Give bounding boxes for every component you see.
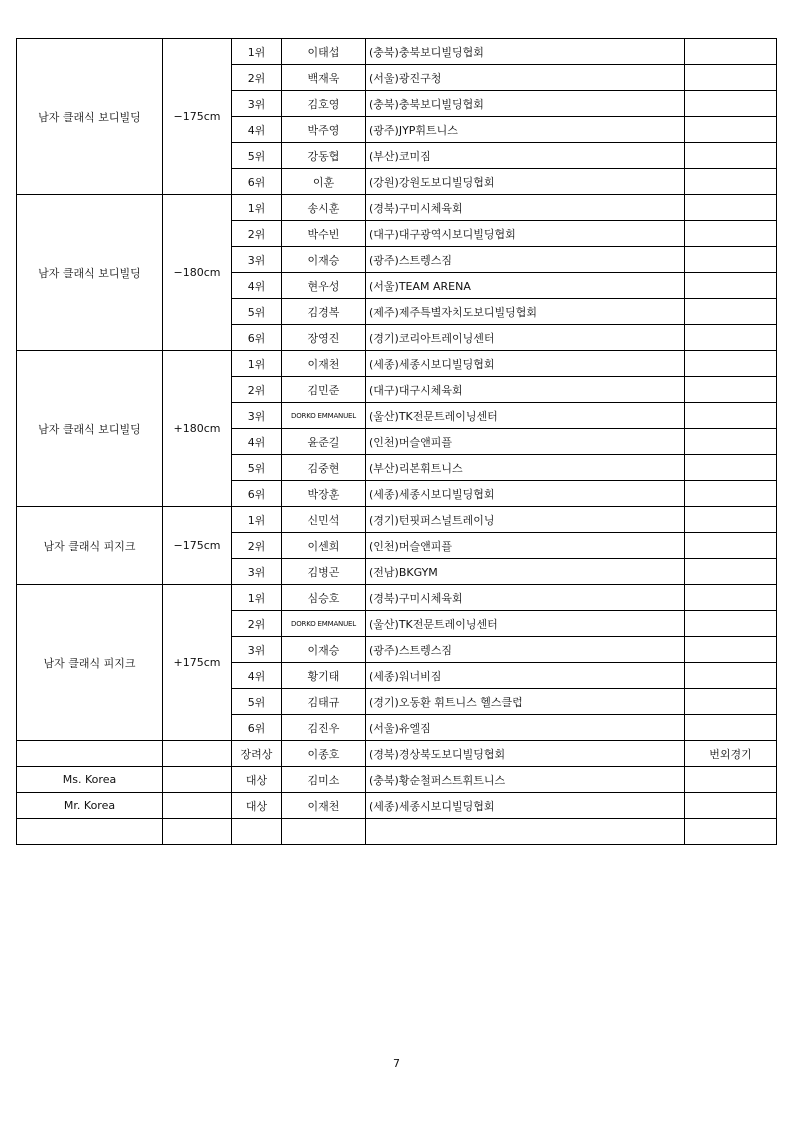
team-cell: (경기)코리아트레이닝센터	[366, 325, 685, 351]
note-cell	[685, 247, 777, 273]
rank-cell: 5위	[232, 143, 282, 169]
name-cell: 신민석	[282, 507, 366, 533]
rank-cell: 대상	[232, 767, 282, 793]
team-cell: (대구)대구광역시보디빌딩협회	[366, 221, 685, 247]
name-cell: 이재승	[282, 637, 366, 663]
name-cell: 장영진	[282, 325, 366, 351]
category-cell	[17, 741, 163, 767]
team-cell: (광주)스트렝스짐	[366, 247, 685, 273]
name-cell: 심승호	[282, 585, 366, 611]
name-cell: 강동협	[282, 143, 366, 169]
rank-cell: 2위	[232, 65, 282, 91]
team-cell: (경기)오동환 휘트니스 헬스클럽	[366, 689, 685, 715]
weight-class-cell: +180cm	[163, 351, 232, 507]
note-cell	[685, 39, 777, 65]
note-cell	[685, 91, 777, 117]
team-cell: (경기)턴핏퍼스널트레이닝	[366, 507, 685, 533]
rank-cell: 장려상	[232, 741, 282, 767]
name-cell: 이센희	[282, 533, 366, 559]
team-cell: (전남)BKGYM	[366, 559, 685, 585]
name-cell: 이태섭	[282, 39, 366, 65]
name-cell: 김경복	[282, 299, 366, 325]
team-cell: (제주)제주특별자치도보디빌딩협회	[366, 299, 685, 325]
team-cell: (경북)구미시체육회	[366, 585, 685, 611]
name-cell: 박주영	[282, 117, 366, 143]
team-cell: (광주)JYP휘트니스	[366, 117, 685, 143]
name-cell: 이재승	[282, 247, 366, 273]
team-cell: (세종)세종시보디빌딩협회	[366, 351, 685, 377]
note-cell	[685, 117, 777, 143]
rank-cell: 4위	[232, 663, 282, 689]
weight-class-cell	[163, 767, 232, 793]
category-cell: Mr. Korea	[17, 793, 163, 819]
note-cell	[685, 637, 777, 663]
table-row	[17, 195, 777, 221]
team-cell: (부산)리본휘트니스	[366, 455, 685, 481]
rank-cell: 2위	[232, 611, 282, 637]
name-cell: 백재욱	[282, 65, 366, 91]
team-cell: (대구)대구시체육회	[366, 377, 685, 403]
note-cell	[685, 767, 777, 793]
rank-cell: 2위	[232, 533, 282, 559]
weight-class-cell: +175cm	[163, 585, 232, 741]
team-cell: (울산)TK전문트레이닝센터	[366, 403, 685, 429]
team-cell: (광주)스트렝스짐	[366, 637, 685, 663]
table-continuation-row	[17, 819, 777, 845]
rank-cell: 5위	[232, 299, 282, 325]
rank-cell: 3위	[232, 637, 282, 663]
note-cell	[685, 299, 777, 325]
team-cell: (서울)유엘짐	[366, 715, 685, 741]
note-cell	[685, 533, 777, 559]
name-cell: 현우성	[282, 273, 366, 299]
name-cell: 김병곤	[282, 559, 366, 585]
rank-cell: 4위	[232, 429, 282, 455]
name-cell: 박수빈	[282, 221, 366, 247]
table-row	[17, 507, 777, 533]
category-cell: 남자 클래식 보디빌딩	[17, 351, 163, 507]
rank-cell: 1위	[232, 351, 282, 377]
team-cell: (충북)충북보디빌딩협회	[366, 91, 685, 117]
rank-cell: 1위	[232, 507, 282, 533]
rank-cell: 4위	[232, 117, 282, 143]
results-body	[17, 39, 777, 845]
rank-cell: 6위	[232, 325, 282, 351]
name-cell: 김민준	[282, 377, 366, 403]
rank-cell: 3위	[232, 91, 282, 117]
note-cell	[685, 143, 777, 169]
rank-cell: 5위	[232, 455, 282, 481]
note-cell	[685, 611, 777, 637]
table-row	[17, 585, 777, 611]
rank-cell: 6위	[232, 481, 282, 507]
rank-cell: 5위	[232, 689, 282, 715]
team-cell: (강원)강원도보디빌딩협회	[366, 169, 685, 195]
rank-cell: 3위	[232, 403, 282, 429]
name-cell: DORKO EMMANUEL	[282, 611, 366, 637]
note-cell	[685, 65, 777, 91]
rank-cell: 2위	[232, 377, 282, 403]
table-row	[17, 351, 777, 377]
category-cell: 남자 클래식 보디빌딩	[17, 195, 163, 351]
team-cell: (충북)충북보디빌딩협회	[366, 39, 685, 65]
weight-class-cell	[163, 741, 232, 767]
rank-cell: 1위	[232, 585, 282, 611]
weight-class-cell: −175cm	[163, 39, 232, 195]
weight-class-cell	[163, 793, 232, 819]
category-cell: 남자 클래식 보디빌딩	[17, 39, 163, 195]
note-cell	[685, 481, 777, 507]
team-cell: (서울)광진구청	[366, 65, 685, 91]
note-cell	[685, 169, 777, 195]
category-cell: 남자 클래식 피지크	[17, 507, 163, 585]
note-cell	[685, 689, 777, 715]
continuation-cell	[17, 819, 163, 845]
note-cell	[685, 507, 777, 533]
continuation-cell	[685, 819, 777, 845]
table-row	[17, 39, 777, 65]
team-cell: (경북)경상북도보디빌딩협회	[366, 741, 685, 767]
note-cell	[685, 715, 777, 741]
team-cell: (부산)코미짐	[366, 143, 685, 169]
table-row	[17, 741, 777, 767]
rank-cell: 1위	[232, 39, 282, 65]
name-cell: 윤준길	[282, 429, 366, 455]
continuation-cell	[282, 819, 366, 845]
table-row	[17, 767, 777, 793]
rank-cell: 4위	[232, 273, 282, 299]
note-cell	[685, 325, 777, 351]
name-cell: 박장훈	[282, 481, 366, 507]
note-cell	[685, 793, 777, 819]
team-cell: (경북)구미시체육회	[366, 195, 685, 221]
weight-class-cell: −175cm	[163, 507, 232, 585]
category-cell: Ms. Korea	[17, 767, 163, 793]
rank-cell: 1위	[232, 195, 282, 221]
rank-cell: 3위	[232, 559, 282, 585]
note-cell	[685, 195, 777, 221]
weight-class-cell: −180cm	[163, 195, 232, 351]
name-cell: 김미소	[282, 767, 366, 793]
note-cell	[685, 273, 777, 299]
name-cell: 김진우	[282, 715, 366, 741]
team-cell: (울산)TK전문트레이닝센터	[366, 611, 685, 637]
note-cell	[685, 221, 777, 247]
note-cell	[685, 455, 777, 481]
name-cell: 김태규	[282, 689, 366, 715]
results-table	[16, 38, 777, 845]
name-cell: 이훈	[282, 169, 366, 195]
note-cell	[685, 663, 777, 689]
page-number: 7	[393, 1057, 400, 1070]
note-cell	[685, 351, 777, 377]
category-cell: 남자 클래식 피지크	[17, 585, 163, 741]
name-cell: 황기태	[282, 663, 366, 689]
note-cell	[685, 559, 777, 585]
continuation-cell	[163, 819, 232, 845]
note-cell	[685, 403, 777, 429]
rank-cell: 6위	[232, 715, 282, 741]
team-cell: (충북)황순철퍼스트휘트니스	[366, 767, 685, 793]
note-cell: 번외경기	[685, 741, 777, 767]
name-cell: 이재천	[282, 351, 366, 377]
team-cell: (서울)TEAM ARENA	[366, 273, 685, 299]
rank-cell: 3위	[232, 247, 282, 273]
note-cell	[685, 377, 777, 403]
note-cell	[685, 429, 777, 455]
name-cell: DORKO EMMANUEL	[282, 403, 366, 429]
rank-cell: 대상	[232, 793, 282, 819]
rank-cell: 2위	[232, 221, 282, 247]
team-cell: (세종)워너비짐	[366, 663, 685, 689]
name-cell: 김호영	[282, 91, 366, 117]
continuation-cell	[232, 819, 282, 845]
rank-cell: 6위	[232, 169, 282, 195]
note-cell	[685, 585, 777, 611]
name-cell: 이종호	[282, 741, 366, 767]
team-cell: (세종)세종시보디빌딩협회	[366, 481, 685, 507]
name-cell: 이재천	[282, 793, 366, 819]
continuation-cell	[366, 819, 685, 845]
table-row	[17, 793, 777, 819]
team-cell: (인천)머슬앤피플	[366, 429, 685, 455]
team-cell: (세종)세종시보디빌딩협회	[366, 793, 685, 819]
name-cell: 김중현	[282, 455, 366, 481]
name-cell: 송시훈	[282, 195, 366, 221]
team-cell: (인천)머슬앤피플	[366, 533, 685, 559]
